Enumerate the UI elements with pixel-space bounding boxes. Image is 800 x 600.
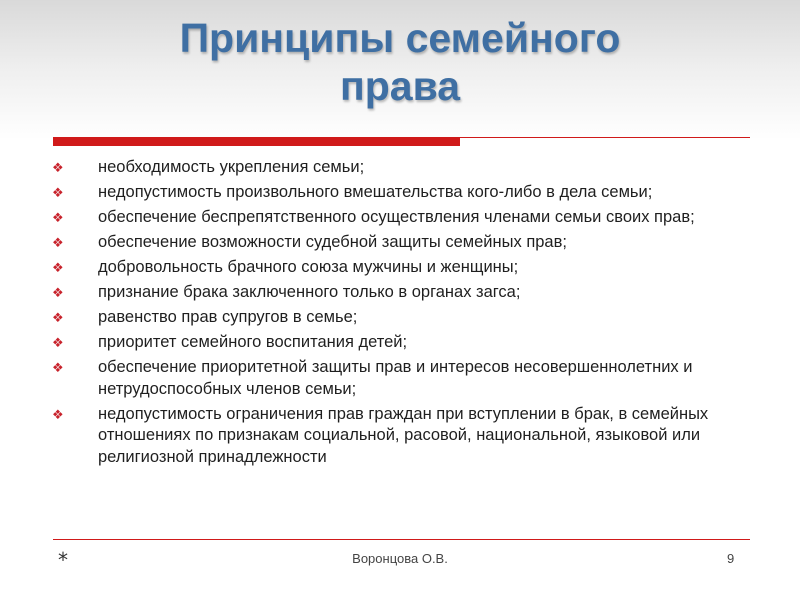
list-item-text: обеспечение возможности судебной защиты семейных прав; <box>98 233 567 251</box>
slide-title-line-2: права <box>339 63 461 109</box>
list-item <box>50 207 750 229</box>
list-item <box>50 282 750 304</box>
diamond-bullet-icon: ❖ <box>52 235 64 250</box>
page-number: 9 <box>727 551 735 566</box>
title-underline-thin <box>460 137 750 138</box>
diamond-bullet-icon: ❖ <box>52 160 64 175</box>
list-item <box>50 157 750 179</box>
list-item-text: недопустимость произвольного вмешательства кого-либо в дела семьи; <box>98 183 653 201</box>
diamond-bullet-icon: ❖ <box>52 360 64 375</box>
diamond-bullet-icon: ❖ <box>52 406 64 422</box>
list-item <box>50 357 750 400</box>
list-item <box>50 232 750 254</box>
list-item-text: обеспечение беспрепятственного осуществления членами семьи своих прав; <box>98 208 695 226</box>
list-item <box>50 404 750 469</box>
principles-list <box>50 157 750 472</box>
slide-title-line-1: Принципы семейного <box>179 15 621 61</box>
list-item-text: обеспечение приоритетной защиты прав и интересов несовершеннолетних и нетрудоспособных членов семьи; <box>98 358 693 398</box>
diamond-bullet-icon: ❖ <box>52 285 64 300</box>
list-item <box>50 332 750 354</box>
list-item-text: необходимость укрепления семьи; <box>98 158 365 176</box>
footer-author: Воронцова О.В. <box>352 551 448 566</box>
list-item-text: добровольность брачного союза мужчины и женщины; <box>98 258 519 276</box>
diamond-bullet-icon: ❖ <box>52 310 64 325</box>
list-item <box>50 182 750 204</box>
list-item-text: приоритет семейного воспитания детей; <box>98 333 408 351</box>
diamond-bullet-icon: ❖ <box>52 210 64 225</box>
slide-title <box>0 14 800 110</box>
list-item-text: признание брака заключенного только в органах загса; <box>98 283 521 301</box>
list-item-text: недопустимость ограничения прав граждан при вступлении в брак, в семейных отношениях по признакам социальной, расовой, национальной, языковой или религиозной принадлежности <box>98 404 709 466</box>
diamond-bullet-icon: ❖ <box>52 260 64 275</box>
footer-symbol: * <box>58 548 68 572</box>
footer-divider <box>53 539 750 540</box>
list-item <box>50 307 750 329</box>
diamond-bullet-icon: ❖ <box>52 185 64 200</box>
diamond-bullet-icon: ❖ <box>52 335 64 350</box>
title-underline-thick <box>53 137 460 146</box>
list-item <box>50 257 750 279</box>
list-item-text: равенство прав супругов в семье; <box>98 308 358 326</box>
